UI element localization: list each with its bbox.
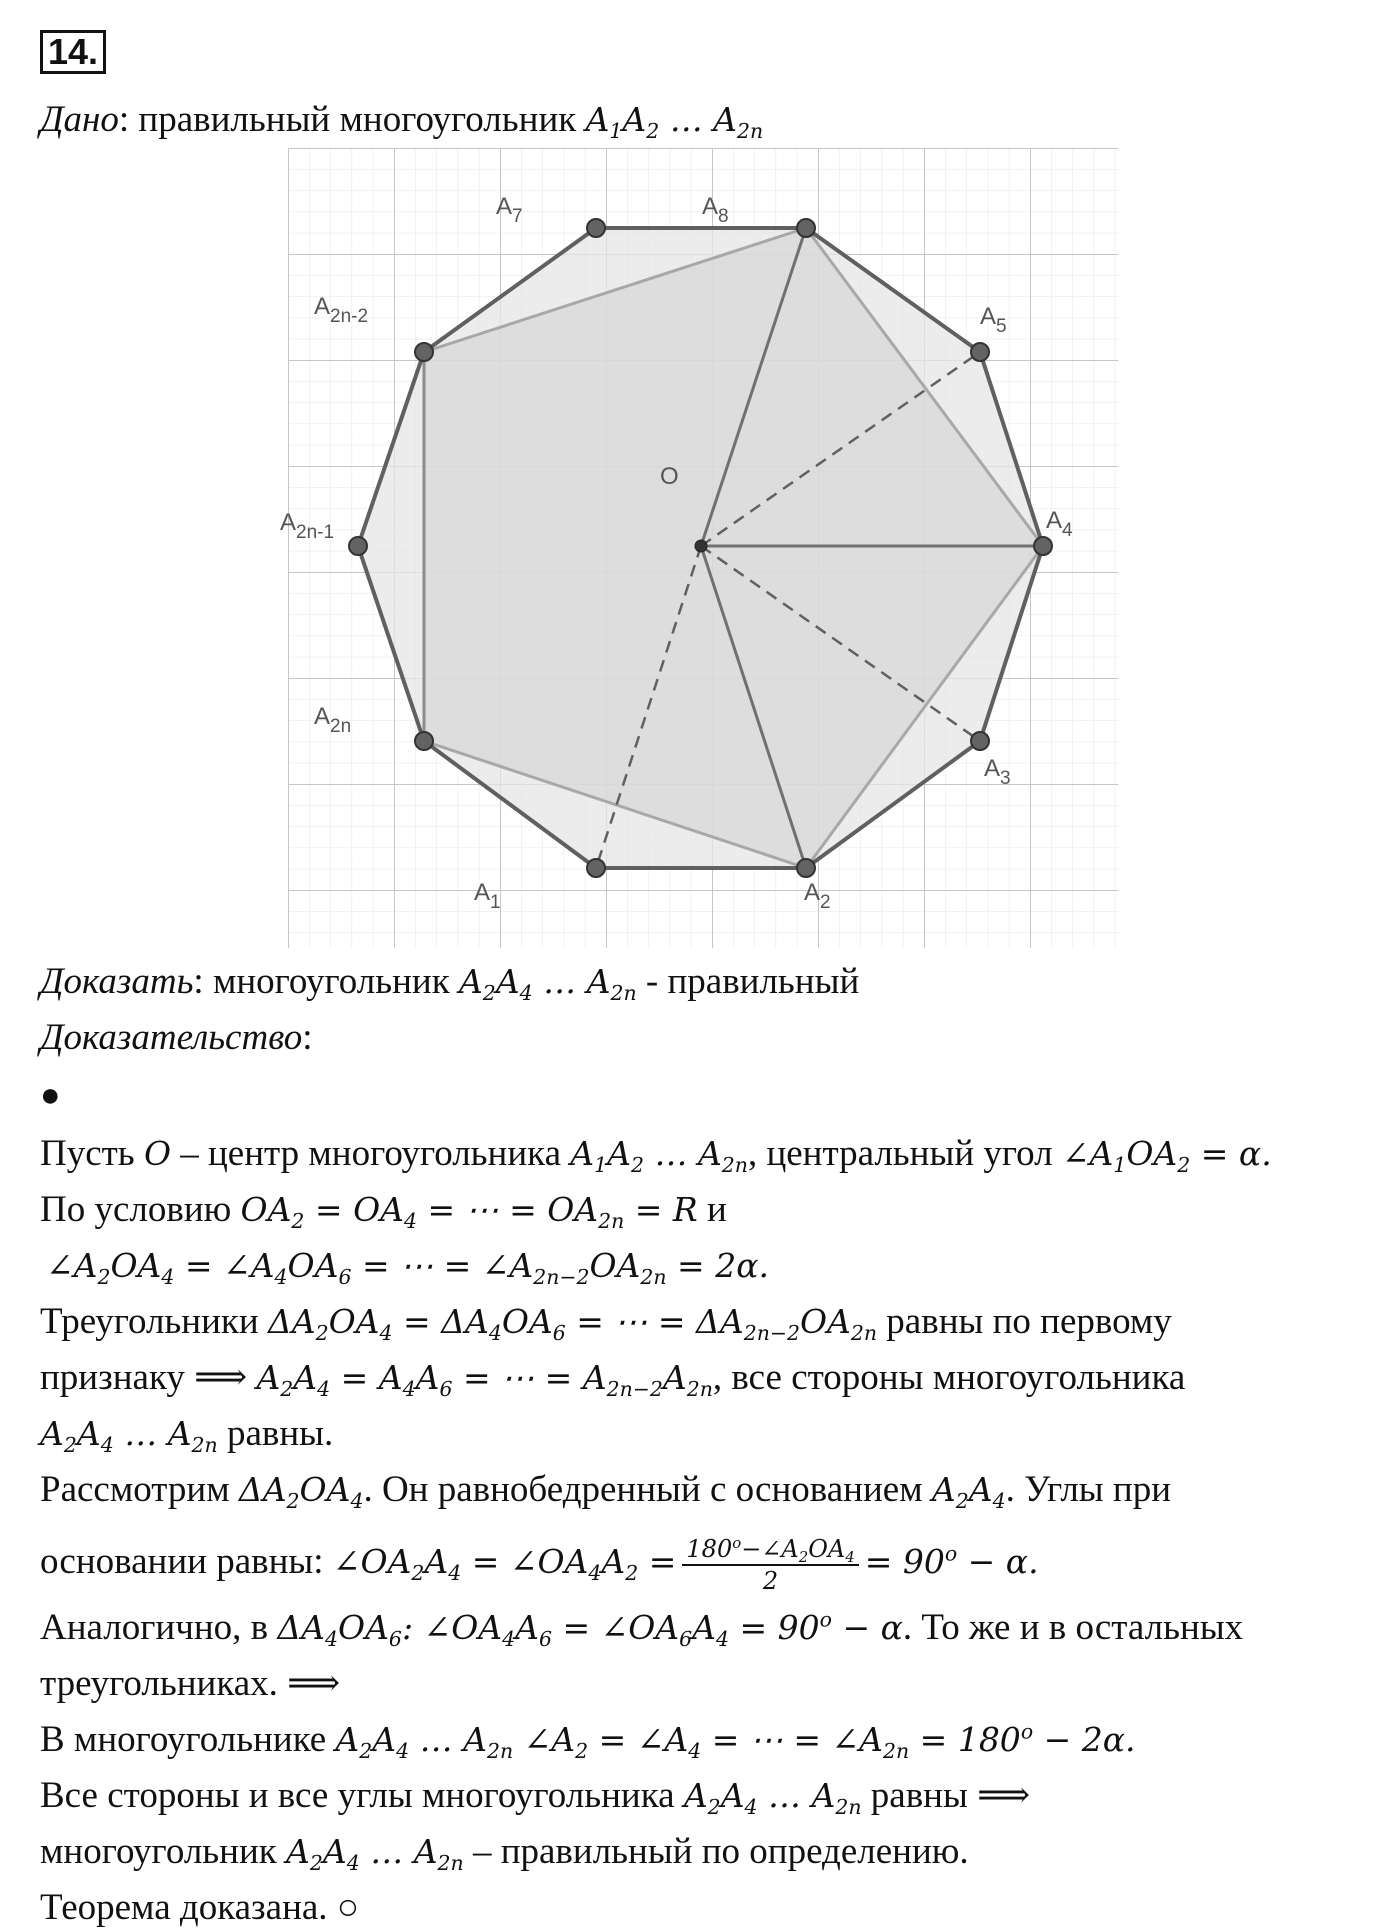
- text-segment: признаку ⟹: [40, 1357, 257, 1398]
- given-polygon: $A_1A_2$ … $A_{2n}$: [585, 100, 764, 144]
- proof-line-11: [40, 1716, 1136, 1764]
- text-segment: Аналогично, в: [40, 1607, 278, 1648]
- label-A2n: $A_{2n}$: [314, 703, 352, 737]
- proof-line-7: [40, 1466, 1171, 1514]
- math-O: O: [143, 1134, 171, 1173]
- text-segment: равны по первому: [877, 1301, 1172, 1342]
- given-label: Дано: [40, 99, 119, 140]
- proof-line-2: [40, 1186, 727, 1234]
- label-A7: $A_7$: [496, 193, 523, 227]
- proof-label: Доказательство: [40, 1017, 303, 1058]
- proof-bullet: ●: [40, 1077, 61, 1114]
- math-analog: $\Delta A_4OA_6$: $\angle OA_4A_6$ = $\angle OA_6A_4 = 90^o - \alpha$: [277, 1607, 903, 1652]
- math-triangles: $\Delta A_2OA_4 = \Delta A_4OA_6$ = ⋯ = $\Delta A_{2n-2}OA_{2n}$: [267, 1302, 878, 1346]
- vertex-A2n1: [349, 537, 367, 555]
- vertex-A1: [587, 859, 605, 877]
- math-polygon: $A_2A_4$ … $A_{2n}$: [40, 1414, 218, 1458]
- proof-line-3: [46, 1242, 769, 1290]
- label-A5: $A_5$: [980, 303, 1007, 337]
- text-segment: . То же и в остальных: [902, 1607, 1244, 1648]
- proof-heading: [40, 1014, 313, 1062]
- proof-colon: :: [302, 1017, 313, 1058]
- text-segment: равны ⟹: [861, 1775, 1031, 1816]
- polygon-figure: [280, 148, 1118, 948]
- math-polygon-angles: $A_2A_4$ … $A_{2n}$ $\angle A_2$ = $\angle A_4$ = ⋯ = $\angle A_{2n} = 180^o - 2\alpha$.: [335, 1719, 1136, 1764]
- text-segment: , центральный угол: [747, 1133, 1062, 1174]
- vertex-A2n: [415, 732, 433, 750]
- proof-line-13: [40, 1828, 969, 1876]
- center-O: [695, 540, 707, 552]
- label-A2n-2: $A_{2n-2}$: [314, 293, 369, 327]
- proof-line-6: [40, 1410, 333, 1458]
- proof-line-4: [40, 1298, 1172, 1346]
- vertex-A2: [797, 859, 815, 877]
- label-A3: $A_3$: [984, 755, 1011, 789]
- vertex-A3: [971, 732, 989, 750]
- math-polygon: $A_2A_4$ … $A_{2n}$: [286, 1832, 464, 1876]
- proof-line-5: [40, 1354, 1185, 1402]
- label-A1: $A_1$: [474, 879, 501, 913]
- prove-line: [40, 958, 859, 1006]
- text-segment: – центр многоугольника: [171, 1133, 571, 1174]
- text-segment: , все стороны многоугольника: [712, 1357, 1186, 1398]
- text-segment: многоугольник: [40, 1831, 286, 1872]
- problem-number: 14.: [40, 30, 106, 74]
- text-segment: – правильный по определению.: [463, 1831, 969, 1872]
- label-A2: $A_2$: [804, 879, 831, 913]
- math-result: = $90^o - \alpha$.: [864, 1541, 1039, 1581]
- proof-line-8: [40, 1524, 1039, 1600]
- text-segment: Треугольники: [40, 1301, 268, 1342]
- proof-line-10: треугольниках. ⟹: [40, 1663, 341, 1704]
- text-segment: основании равны:: [40, 1541, 333, 1582]
- math-triangle: $\Delta A_2OA_4$: [238, 1470, 364, 1514]
- math-radii: $OA_2 = OA_4$ = ⋯ = $OA_{2n} = R$: [240, 1190, 698, 1234]
- vertex-A2n2: [415, 343, 433, 361]
- given-line: [40, 96, 763, 144]
- vertex-A8: [797, 219, 815, 237]
- text-segment: . Он равнобедренный с основанием: [363, 1469, 932, 1510]
- vertex-A5: [971, 343, 989, 361]
- text-segment: Рассмотрим: [40, 1469, 239, 1510]
- label-A8: $A_8$: [702, 193, 729, 227]
- proof-line-1: [40, 1130, 1272, 1178]
- text-segment: По условию: [40, 1189, 241, 1230]
- math-angles: $\angle A_2OA_4$ = $\angle A_4OA_6$ = ⋯ = $\angle A_{2n-2}OA_{2n} = 2\alpha$.: [46, 1246, 769, 1290]
- prove-label: Доказать: [40, 961, 194, 1002]
- math-sides: $A_2A_4 = A_4A_6$ = ⋯ = $A_{2n-2}A_{2n}$: [256, 1358, 713, 1402]
- text-segment: равны.: [217, 1413, 334, 1454]
- vertex-A7: [587, 219, 605, 237]
- prove-text: : многоугольник: [193, 961, 459, 1002]
- prove-suffix: - правильный: [636, 961, 860, 1002]
- proof-line-14: Теорема доказана. ○: [40, 1887, 360, 1928]
- text-segment: В многоугольнике: [40, 1719, 336, 1760]
- label-O: O: [660, 463, 679, 490]
- label-A4: $A_4$: [1046, 507, 1073, 541]
- given-text: : правильный многоугольник: [118, 99, 586, 140]
- math-polygon: $A_2A_4$ … $A_{2n}$: [683, 1776, 862, 1820]
- math-base: $A_2A_4$: [931, 1470, 1006, 1514]
- text-segment: и: [697, 1189, 727, 1230]
- text-segment: Пусть: [40, 1133, 144, 1174]
- math-central-angle: $\angle A_1OA_2 = \alpha$.: [1061, 1134, 1272, 1178]
- text-segment: Все стороны и все углы многоугольника: [40, 1775, 684, 1816]
- label-A2n-1: $A_{2n-1}$: [280, 509, 335, 543]
- proof-line-12: [40, 1772, 1030, 1820]
- vertex-A4: [1034, 537, 1052, 555]
- proof-line-9: [40, 1604, 1243, 1652]
- math-fraction: $\frac{180^o-\angle A_2OA_4}{2}$: [682, 1534, 858, 1596]
- math-base-angles: $\angle OA_2A_4$ = $\angle OA_4A_2$ =: [332, 1542, 677, 1586]
- text-segment: . Углы при: [1005, 1469, 1171, 1510]
- prove-polygon: $A_2A_4$ … $A_{2n}$: [458, 962, 637, 1006]
- math-polygon: $A_1A_2$ … $A_{2n}$: [570, 1134, 748, 1178]
